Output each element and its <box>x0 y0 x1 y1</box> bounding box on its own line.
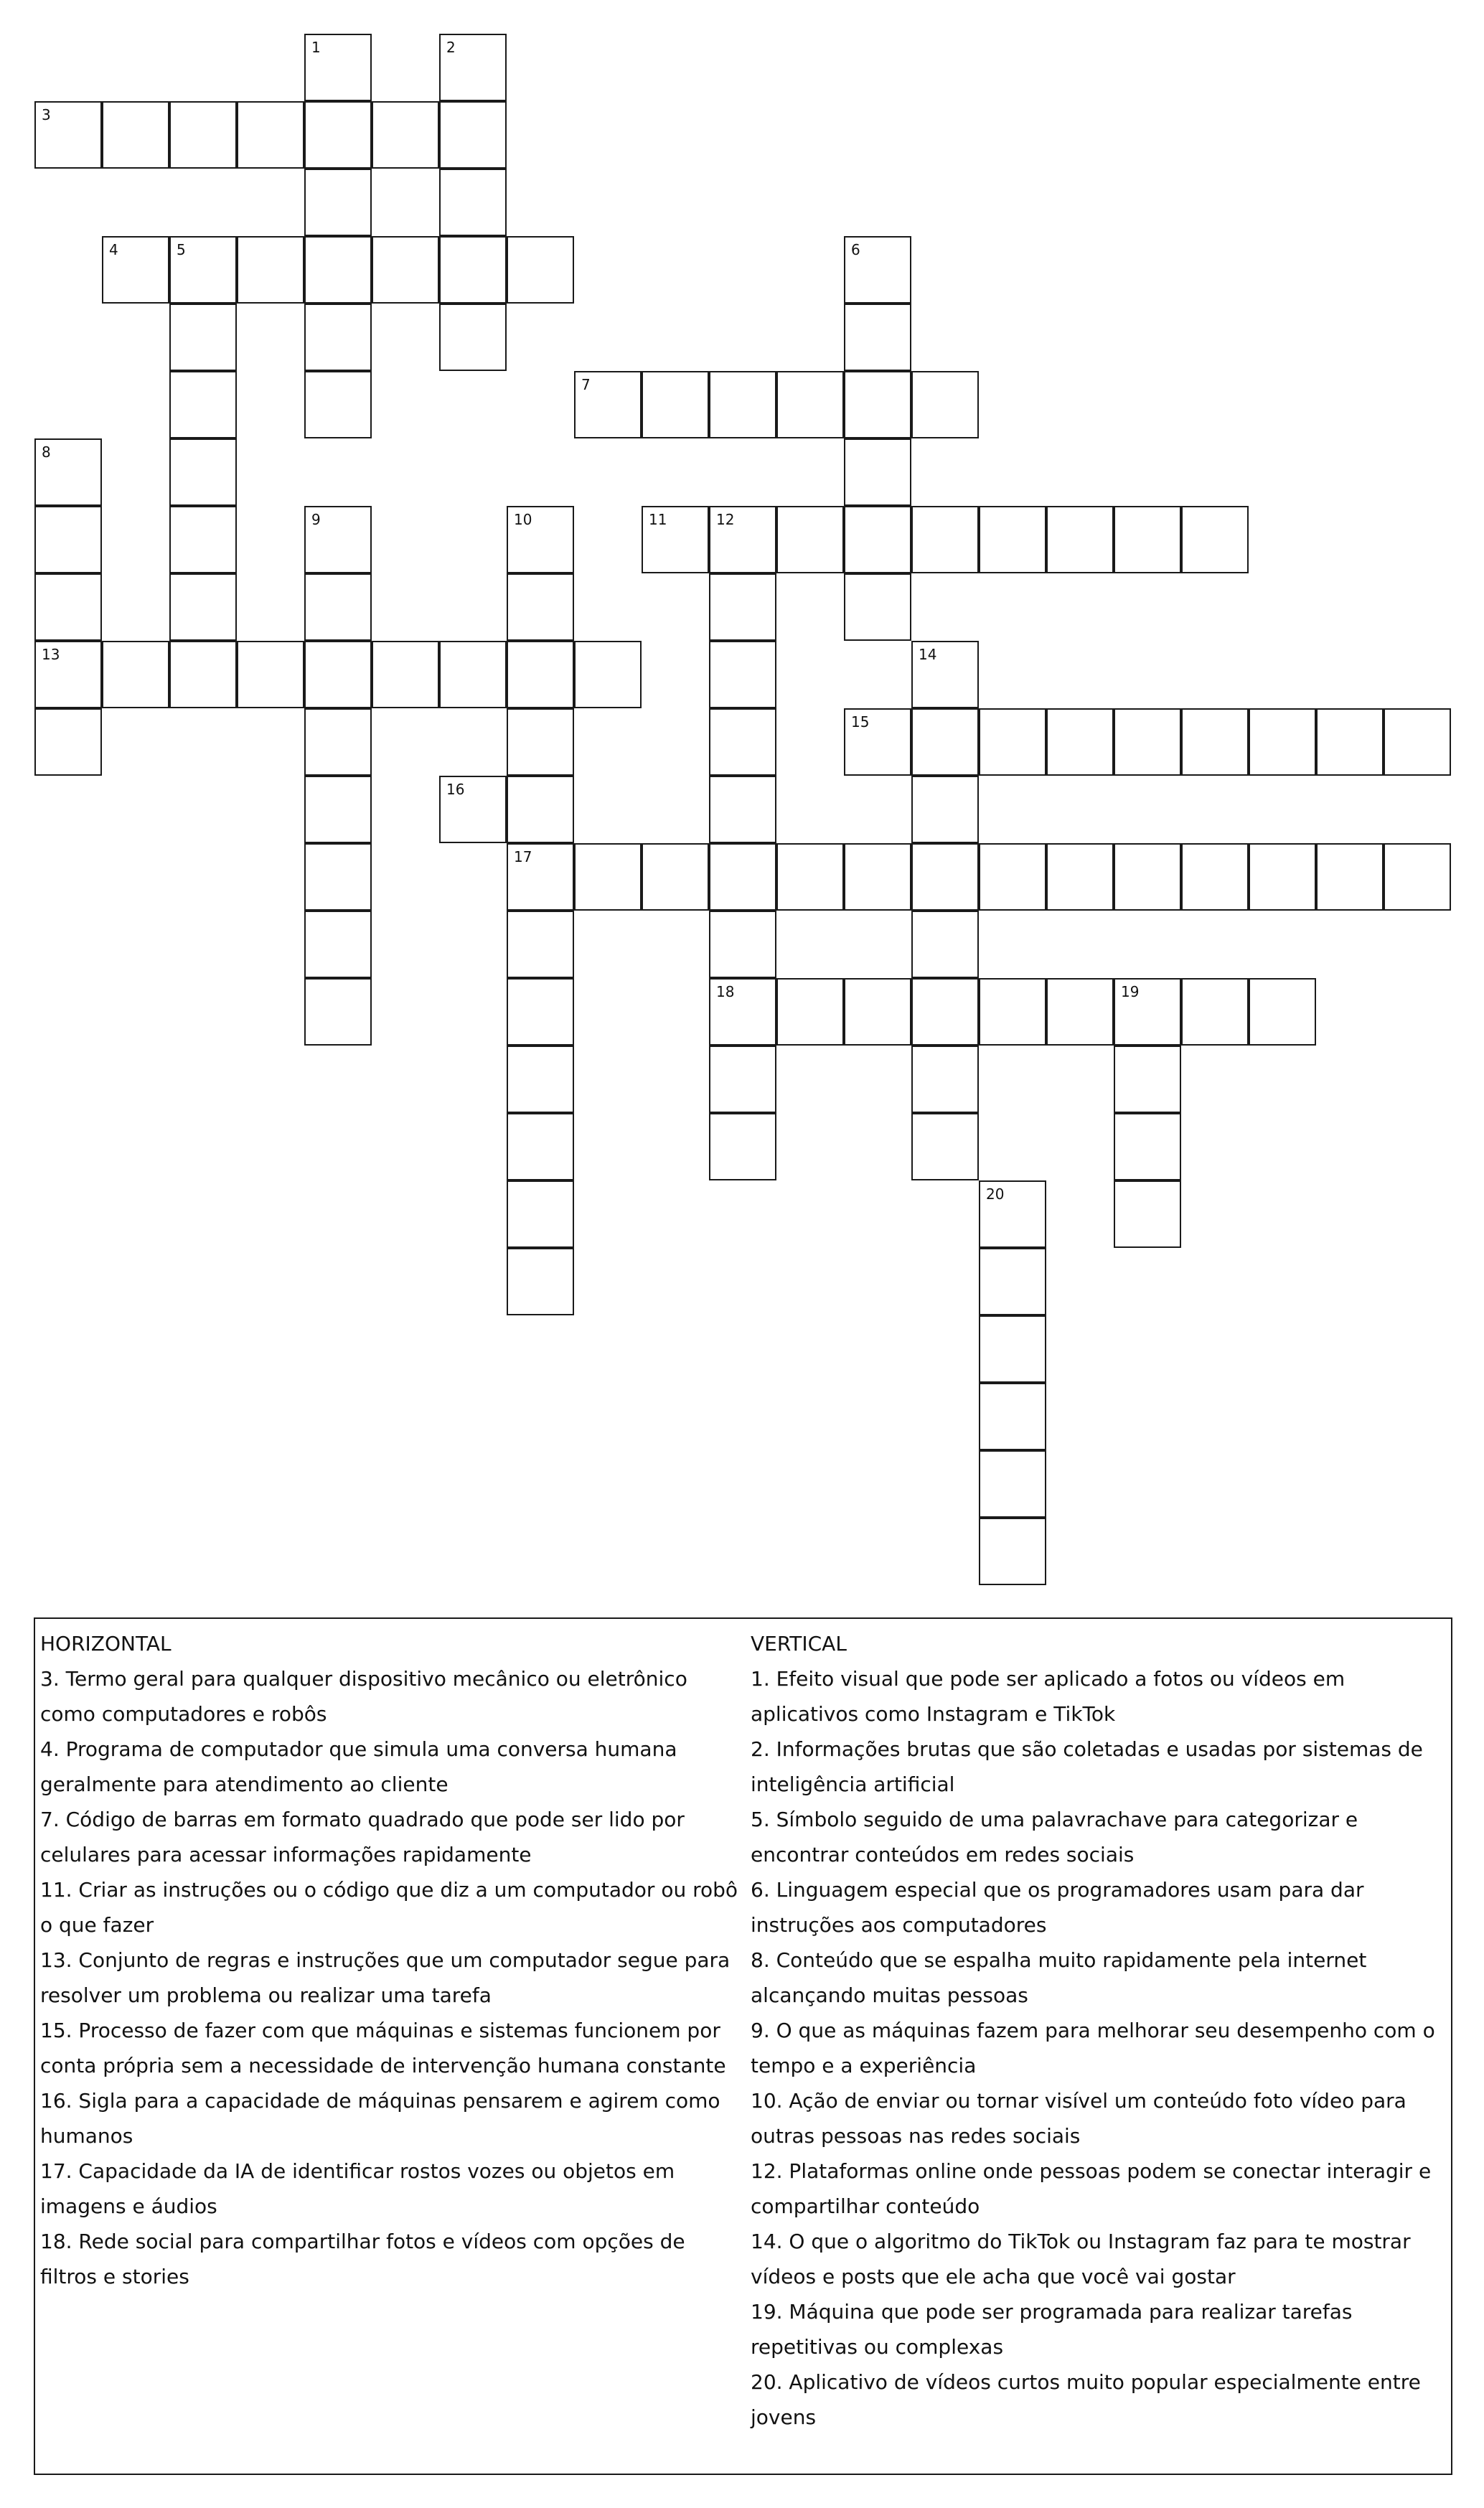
grid-cell[interactable] <box>304 911 372 978</box>
grid-cell[interactable] <box>844 438 911 506</box>
vertical-clue: 12. Plataformas online onde pessoas podem se conectar interagir e compartilhar conteúdo <box>751 2159 1432 2218</box>
grid-cell[interactable] <box>169 573 237 641</box>
grid-cell[interactable] <box>844 304 911 371</box>
vertical-clue-list <box>751 1661 1450 2435</box>
grid-cell[interactable] <box>1114 978 1181 1046</box>
horizontal-clue: 13. Conjunto de regras e instruções que um computador segue para resolver um problema ou realizar uma tarefa <box>40 1948 731 2007</box>
grid-cell[interactable] <box>304 304 372 371</box>
grid-cell[interactable] <box>507 1180 574 1248</box>
clue-number: 20 <box>986 1185 1005 1203</box>
grid-cell[interactable] <box>439 101 507 169</box>
grid-cell[interactable] <box>34 708 102 776</box>
grid-cell[interactable] <box>1046 978 1114 1046</box>
grid-cell[interactable] <box>439 236 507 304</box>
clue-number: 7 <box>581 376 591 393</box>
vertical-clue: 14. O que o algoritmo do TikTok ou Instagram faz para te mostrar vídeos e posts que ele acha que você vai gostar <box>751 2230 1411 2288</box>
clue-number: 19 <box>1121 983 1140 1000</box>
grid-cell[interactable] <box>844 708 911 776</box>
grid-cell[interactable] <box>911 1046 979 1113</box>
clue-number: 13 <box>42 646 60 663</box>
grid-cell[interactable] <box>34 101 102 169</box>
clue-number: 2 <box>446 39 456 56</box>
grid-cell[interactable] <box>911 911 979 978</box>
grid-cell[interactable] <box>304 776 372 843</box>
clue-number: 16 <box>446 781 465 798</box>
grid-cell[interactable] <box>1114 506 1181 573</box>
grid-cell[interactable] <box>709 573 776 641</box>
grid-cell[interactable] <box>1046 708 1114 776</box>
horizontal-clue: 4. Programa de computador que simula uma conversa humana geralmente para atendimento ao cliente <box>40 1737 677 1796</box>
grid-cell[interactable] <box>979 1383 1046 1450</box>
grid-cell[interactable] <box>1114 1180 1181 1248</box>
grid-cell[interactable] <box>34 438 102 506</box>
grid-cell[interactable] <box>237 101 304 169</box>
grid-cell[interactable] <box>439 776 507 843</box>
grid-cell[interactable] <box>709 843 776 911</box>
horizontal-clue-list <box>40 1661 740 2294</box>
grid-cell[interactable] <box>709 776 776 843</box>
grid-cell[interactable] <box>1249 843 1316 911</box>
grid-cell[interactable] <box>34 641 102 708</box>
grid-cell[interactable] <box>911 506 979 573</box>
grid-cell[interactable] <box>844 843 911 911</box>
grid-cell[interactable] <box>507 1248 574 1315</box>
clue-number: 18 <box>716 983 735 1000</box>
grid-cell[interactable] <box>1181 843 1249 911</box>
grid-cell[interactable] <box>1316 708 1384 776</box>
grid-cell[interactable] <box>979 1450 1046 1518</box>
grid-cell[interactable] <box>372 641 439 708</box>
grid-cell[interactable] <box>709 708 776 776</box>
grid-cell[interactable] <box>169 438 237 506</box>
vertical-clue: 1. Efeito visual que pode ser aplicado a fotos ou vídeos em aplicativos como Instagram e TikTok <box>751 1667 1346 1726</box>
grid-cell[interactable] <box>776 371 844 438</box>
grid-cell[interactable] <box>169 506 237 573</box>
clue-number: 9 <box>311 511 321 528</box>
grid-cell[interactable] <box>169 101 237 169</box>
vertical-clue: 2. Informações brutas que são coletadas e usadas por sistemas de inteligência artificial <box>751 1737 1423 1796</box>
clue-number: 15 <box>851 713 870 731</box>
grid-cell[interactable] <box>709 506 776 573</box>
grid-cell[interactable] <box>507 641 574 708</box>
grid-cell[interactable] <box>304 641 372 708</box>
grid-cell[interactable] <box>304 573 372 641</box>
grid-cell[interactable] <box>911 371 979 438</box>
grid-cell[interactable] <box>304 843 372 911</box>
vertical-clue: 9. O que as máquinas fazem para melhorar seu desempenho com o tempo e a experiência <box>751 2019 1435 2077</box>
grid-cell[interactable] <box>979 1315 1046 1383</box>
grid-cell[interactable] <box>979 978 1046 1046</box>
grid-cell[interactable] <box>439 641 507 708</box>
grid-cell[interactable] <box>1316 843 1384 911</box>
clue-number: 5 <box>177 241 186 258</box>
horizontal-clues-column <box>40 1626 740 2294</box>
grid-cell[interactable] <box>1249 708 1316 776</box>
grid-cell[interactable] <box>439 169 507 236</box>
grid-cell[interactable] <box>507 1046 574 1113</box>
grid-cell[interactable] <box>507 911 574 978</box>
horizontal-clue: 15. Processo de fazer com que máquinas e sistemas funcionem por conta própria sem a necessidade de intervenção humana constante <box>40 2019 726 2077</box>
grid-cell[interactable] <box>911 776 979 843</box>
clue-number: 12 <box>716 511 735 528</box>
grid-cell[interactable] <box>844 573 911 641</box>
grid-cell[interactable] <box>1384 708 1451 776</box>
clue-number: 6 <box>851 241 860 258</box>
grid-cell[interactable] <box>1114 1113 1181 1180</box>
grid-cell[interactable] <box>709 641 776 708</box>
grid-cell[interactable] <box>507 506 574 573</box>
clue-number: 10 <box>514 511 532 528</box>
grid-cell[interactable] <box>507 843 574 911</box>
vertical-clue: 8. Conteúdo que se espalha muito rapidamente pela internet alcançando muitas pessoas <box>751 1948 1367 2007</box>
grid-cell[interactable] <box>507 776 574 843</box>
grid-cell[interactable] <box>507 573 574 641</box>
grid-cell[interactable] <box>642 506 709 573</box>
grid-cell[interactable] <box>1384 843 1451 911</box>
grid-cell[interactable] <box>574 371 642 438</box>
grid-cell[interactable] <box>979 843 1046 911</box>
grid-cell[interactable] <box>237 641 304 708</box>
clue-number: 1 <box>311 39 321 56</box>
horizontal-clue: 18. Rede social para compartilhar fotos e vídeos com opções de filtros e stories <box>40 2230 685 2288</box>
grid-cell[interactable] <box>439 34 507 101</box>
grid-cell[interactable] <box>439 304 507 371</box>
grid-cell[interactable] <box>1046 843 1114 911</box>
clue-number: 17 <box>514 848 532 865</box>
grid-cell[interactable] <box>911 1113 979 1180</box>
horizontal-clue: 11. Criar as instruções ou o código que diz a um computador ou robô o que fazer <box>40 1878 738 1937</box>
clue-number: 11 <box>649 511 667 528</box>
grid-cell[interactable] <box>979 506 1046 573</box>
grid-cell[interactable] <box>507 236 574 304</box>
grid-cell[interactable] <box>776 506 844 573</box>
grid-cell[interactable] <box>169 236 237 304</box>
clue-number: 3 <box>42 106 51 123</box>
grid-cell[interactable] <box>979 1248 1046 1315</box>
grid-cell[interactable] <box>34 573 102 641</box>
grid-cell[interactable] <box>304 236 372 304</box>
grid-cell[interactable] <box>844 978 911 1046</box>
grid-cell[interactable] <box>776 978 844 1046</box>
horizontal-clue: 17. Capacidade da IA de identificar rostos vozes ou objetos em imagens e áudios <box>40 2159 675 2218</box>
grid-cell[interactable] <box>304 978 372 1046</box>
grid-cell[interactable] <box>1181 506 1249 573</box>
grid-cell[interactable] <box>979 1518 1046 1585</box>
grid-cell[interactable] <box>372 101 439 169</box>
grid-cell[interactable] <box>1114 1046 1181 1113</box>
grid-cell[interactable] <box>304 101 372 169</box>
grid-cell[interactable] <box>237 236 304 304</box>
grid-cell[interactable] <box>304 371 372 438</box>
grid-cell[interactable] <box>911 978 979 1046</box>
grid-cell[interactable] <box>574 843 642 911</box>
grid-cell[interactable] <box>709 1046 776 1113</box>
vertical-clue: 10. Ação de enviar ou tornar visível um conteúdo foto vídeo para outras pessoas nas redes sociais <box>751 2089 1406 2148</box>
vertical-clue: 5. Símbolo seguido de uma palavrachave para categorizar e encontrar conteúdos em redes sociais <box>751 1808 1358 1866</box>
grid-cell[interactable] <box>102 101 169 169</box>
grid-cell[interactable] <box>169 641 237 708</box>
grid-cell[interactable] <box>979 708 1046 776</box>
grid-cell[interactable] <box>304 708 372 776</box>
grid-cell[interactable] <box>304 169 372 236</box>
grid-cell[interactable] <box>34 506 102 573</box>
horizontal-clue: 7. Código de barras em formato quadrado que pode ser lido por celulares para acessar informações rapidamente <box>40 1808 685 1866</box>
grid-cell[interactable] <box>1181 978 1249 1046</box>
grid-cell[interactable] <box>1249 978 1316 1046</box>
clue-number: 8 <box>42 443 51 461</box>
vertical-clue: 20. Aplicativo de vídeos curtos muito popular especialmente entre jovens <box>751 2370 1421 2429</box>
grid-cell[interactable] <box>844 236 911 304</box>
grid-cell[interactable] <box>304 506 372 573</box>
grid-cell[interactable] <box>709 1113 776 1180</box>
horizontal-clue: 16. Sigla para a capacidade de máquinas pensarem e agirem como humanos <box>40 2089 720 2148</box>
grid-cell[interactable] <box>574 641 642 708</box>
grid-cell[interactable] <box>709 911 776 978</box>
grid-cell[interactable] <box>911 708 979 776</box>
clues-box <box>34 1617 1452 2475</box>
horizontal-title: HORIZONTAL <box>40 1632 172 1655</box>
grid-cell[interactable] <box>169 371 237 438</box>
grid-cell[interactable] <box>1046 506 1114 573</box>
grid-cell[interactable] <box>911 843 979 911</box>
grid-cell[interactable] <box>304 34 372 101</box>
grid-cell[interactable] <box>102 236 169 304</box>
grid-cell[interactable] <box>911 641 979 708</box>
vertical-clues-column <box>751 1626 1450 2435</box>
grid-cell[interactable] <box>1181 708 1249 776</box>
clue-number: 14 <box>919 646 937 663</box>
clue-number: 4 <box>109 241 118 258</box>
grid-cell[interactable] <box>507 978 574 1046</box>
grid-cell[interactable] <box>1114 708 1181 776</box>
grid-cell[interactable] <box>1114 843 1181 911</box>
grid-cell[interactable] <box>844 506 911 573</box>
grid-cell[interactable] <box>372 236 439 304</box>
horizontal-clue: 3. Termo geral para qualquer dispositivo mecânico ou eletrônico como computadores e robôs <box>40 1667 687 1726</box>
vertical-clue: 19. Máquina que pode ser programada para realizar tarefas repetitivas ou complexas <box>751 2300 1353 2359</box>
grid-cell[interactable] <box>507 1113 574 1180</box>
grid-cell[interactable] <box>642 843 709 911</box>
grid-cell[interactable] <box>507 708 574 776</box>
grid-cell[interactable] <box>102 641 169 708</box>
vertical-title: VERTICAL <box>751 1632 847 1655</box>
grid-cell[interactable] <box>642 371 709 438</box>
grid-cell[interactable] <box>169 304 237 371</box>
grid-cell[interactable] <box>709 978 776 1046</box>
grid-cell[interactable] <box>979 1180 1046 1248</box>
vertical-clue: 6. Linguagem especial que os programadores usam para dar instruções aos computadores <box>751 1878 1364 1937</box>
grid-cell[interactable] <box>709 371 776 438</box>
grid-cell[interactable] <box>844 371 911 438</box>
grid-cell[interactable] <box>776 843 844 911</box>
